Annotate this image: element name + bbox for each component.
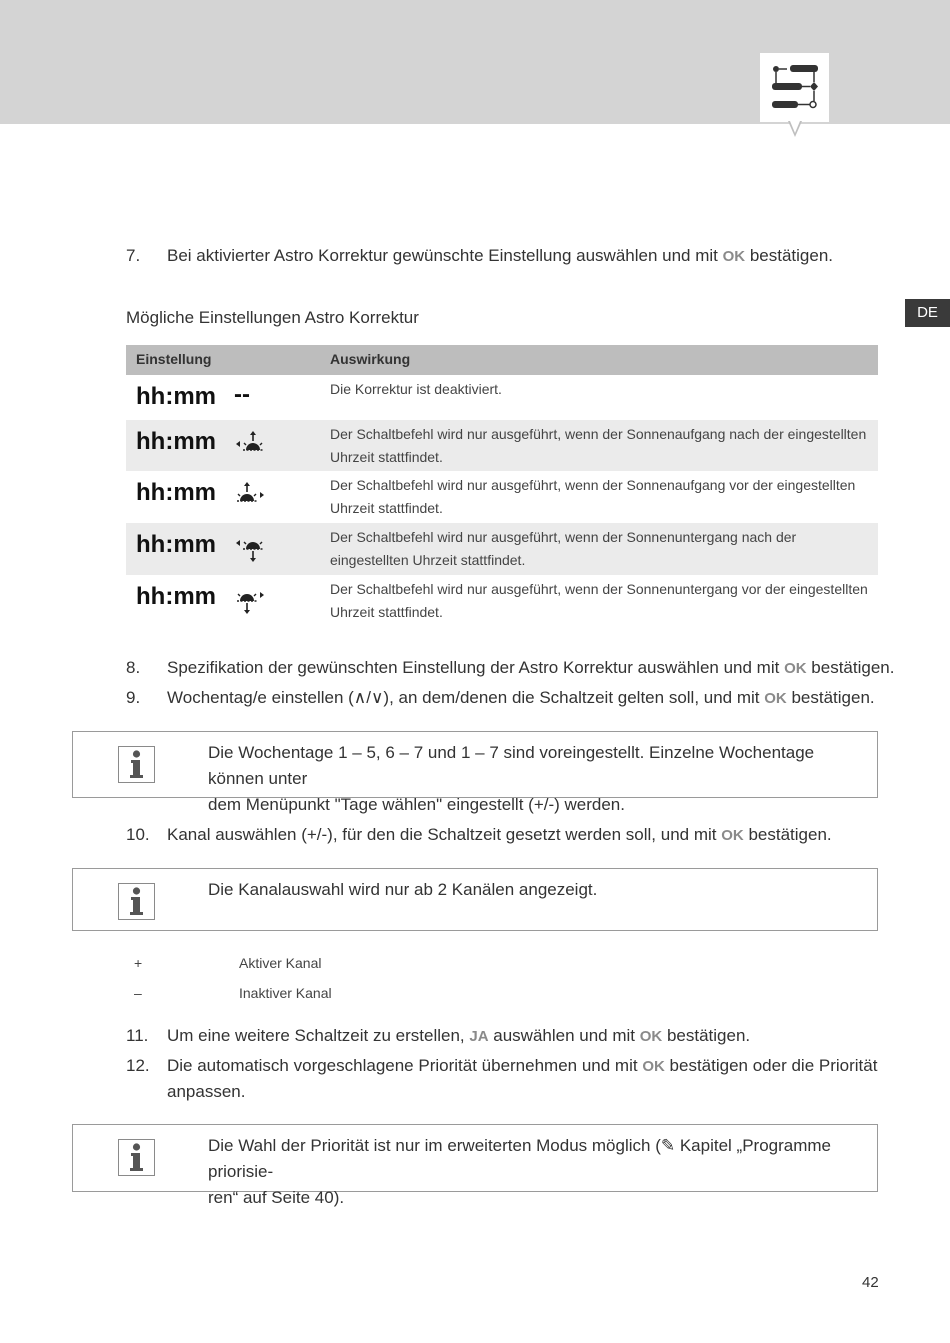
sunrise-left-icon xyxy=(234,430,266,454)
ok-key-label: OK xyxy=(784,660,807,677)
cross-reference-icon: ✎ xyxy=(660,1136,676,1155)
table-row: hh:mm -- Die Korrektur ist deaktiviert. xyxy=(136,381,502,410)
header-effect: Auswirkung xyxy=(330,351,411,367)
table-header xyxy=(126,345,878,375)
table-title: Mögliche Einstellungen Astro Korrektur xyxy=(126,308,419,327)
note-box: Die Kanalauswahl wird nur ab 2 Kanälen angezeigt. xyxy=(72,868,878,931)
sunrise-right-icon xyxy=(234,481,266,505)
note-box: Die Wochentage 1 – 5, 6 – 7 und 1 – 7 sind voreingestellt. Einzelne Wochentage können unter dem Menüpunkt "Tage wählen" eingestellt (+/-) werden. xyxy=(72,731,878,798)
page-number: 42 xyxy=(862,1274,879,1291)
header-setting: Einstellung xyxy=(136,351,212,367)
ok-key-label: OK xyxy=(722,248,746,265)
section-icon-box xyxy=(760,53,829,122)
language-tab[interactable]: DE xyxy=(905,299,950,327)
sunset-left-icon xyxy=(234,537,266,563)
ok-key-label: OK xyxy=(721,827,744,844)
info-icon xyxy=(118,746,155,783)
info-icon xyxy=(118,1139,155,1176)
table-row: hh:mm Der Schaltbefehl wird nur ausgeführt, wenn der Sonnenaufgang vor der eingestellten Uhrzeit stattfindet. xyxy=(136,477,856,516)
note-box: Die Wahl der Priorität ist nur im erweiterten Modus möglich (✎ Kapitel „Programme priorisie- ren“ auf Seite 40). xyxy=(72,1124,878,1192)
ja-key-label: JA xyxy=(469,1028,489,1045)
info-icon xyxy=(118,883,155,920)
cross-reference-link[interactable]: Kapitel „Programme priorisie- xyxy=(208,1136,831,1181)
ok-key-label: OK xyxy=(764,690,787,707)
cross-reference-link-cont[interactable]: ren“ auf Seite 40). xyxy=(208,1188,345,1207)
table-row: hh:mm Der Schaltbefehl wird nur ausgeführt, wenn der Sonnenaufgang nach der eingestellten Uhrzeit stattfindet. xyxy=(126,420,878,471)
program-sequence-icon xyxy=(760,53,829,122)
deactivated-symbol: -- xyxy=(234,381,250,408)
ok-key-label: OK xyxy=(639,1028,663,1045)
table-row: hh:mm Der Schaltbefehl wird nur ausgeführt, wenn der Sonnenuntergang vor der eingestellten Uhrzeit stattfindet. xyxy=(136,581,868,620)
sunset-right-icon xyxy=(234,589,266,615)
ok-key-label: OK xyxy=(642,1058,665,1075)
table-row: hh:mm Der Schaltbefehl wird nur ausgeführt, wenn der Sonnenuntergang nach der eingestellten Uhrzeit stattfindet. xyxy=(126,523,878,575)
